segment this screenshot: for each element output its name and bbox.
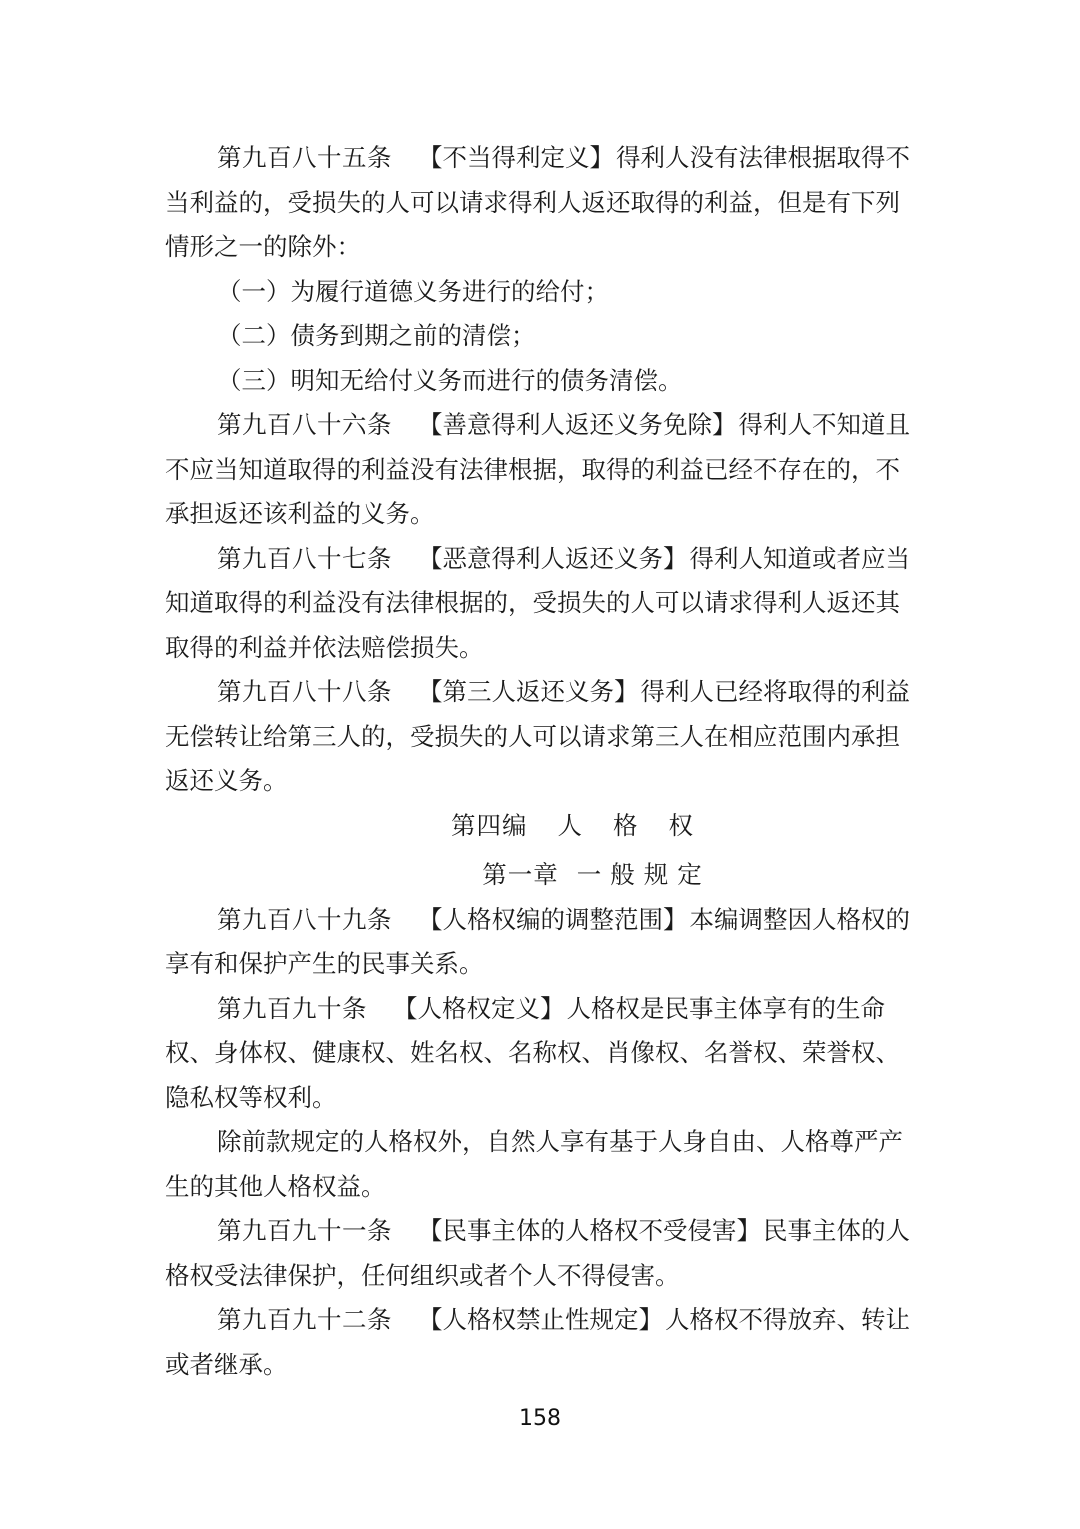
part-name-char: 人 (557, 810, 583, 840)
article-title: 【人格权禁止性规定】 (418, 1305, 663, 1334)
article-985-item-2: （二）债务到期之前的清偿； (217, 321, 536, 350)
article-body: 本编调整因人格权的享有和保护产生的民事关系。 (165, 904, 910, 978)
article-title: 【善意得利人返还义务免除】 (418, 410, 737, 439)
article-986 (165, 403, 920, 537)
article-990 (165, 987, 920, 1121)
article-number: 第九百八十九条 (217, 904, 392, 934)
part-name-char: 权 (668, 810, 694, 840)
article-body: 民事主体的人格权受法律保护，任何组织或者个人不得侵害。 (165, 1216, 910, 1290)
chapter-heading (165, 853, 920, 898)
article-body: 人格权不得放弃、转让或者继承。 (165, 1305, 910, 1379)
article-985 (165, 136, 920, 270)
article-title: 【恶意得利人返还义务】 (418, 543, 688, 573)
article-992 (165, 1298, 920, 1387)
article-number: 第九百九十条 (217, 993, 367, 1023)
article-number: 第九百八十五条 (217, 143, 392, 172)
article-number: 第九百八十七条 (217, 543, 392, 573)
article-title: 【人格权编的调整范围】 (418, 904, 688, 934)
page-number: 158 (519, 1406, 561, 1431)
article-body: 得利人已经将取得的利益无偿转让给第三人的，受损失的人可以请求第三人在相应范围内承担返还义务。 (165, 677, 910, 795)
article-body: 得利人没有法律根据取得不当利益的，受损失的人可以请求得利人返还取得的利益，但是有下列情形之一的除外： (165, 143, 910, 261)
article-body: 得利人不知道且不应当知道取得的利益没有法律根据，取得的利益已经不存在的，不承担返还该利益的义务。 (165, 410, 910, 528)
article-985-item-3: （三）明知无给付义务而进行的债务清偿。 (217, 365, 683, 395)
part-label: 第四编 (451, 810, 528, 840)
article-body: 得利人知道或者应当知道取得的利益没有法律根据的，受损失的人可以请求得利人返还其取得的利益并依法赔偿损失。 (165, 543, 910, 662)
chapter-name-char: 规 (643, 860, 670, 889)
chapter-name-char: 一 (576, 860, 603, 889)
part-name-char: 格 (613, 810, 639, 840)
article-number: 第九百九十二条 (217, 1305, 392, 1334)
article-989 (165, 898, 920, 987)
page-content (165, 136, 920, 1387)
chapter-label: 第一章 (482, 860, 559, 889)
article-987 (165, 537, 920, 671)
article-title: 【第三人返还义务】 (418, 677, 639, 706)
article-number: 第九百九十一条 (217, 1216, 392, 1245)
article-title: 【民事主体的人格权不受侵害】 (418, 1216, 761, 1245)
article-title: 【人格权定义】 (393, 993, 565, 1023)
article-number: 第九百八十八条 (217, 677, 392, 706)
article-990-paragraph-2: 除前款规定的人格权外，自然人享有基于人身自由、人格尊严产生的其他人格权益。 (165, 1127, 903, 1201)
article-title: 【不当得利定义】 (418, 143, 614, 172)
part-heading (165, 804, 920, 849)
article-991 (165, 1209, 920, 1298)
chapter-name-char: 般 (610, 860, 636, 889)
article-988 (165, 670, 920, 804)
article-985-item-1: （一）为履行道德义务进行的给付； (217, 276, 609, 306)
article-body: 人格权是民事主体享有的生命权、身体权、健康权、姓名权、名称权、肖像权、名誉权、荣誉权、隐私权等权利。 (165, 993, 900, 1112)
article-number: 第九百八十六条 (217, 410, 392, 439)
chapter-name-char: 定 (677, 860, 703, 889)
